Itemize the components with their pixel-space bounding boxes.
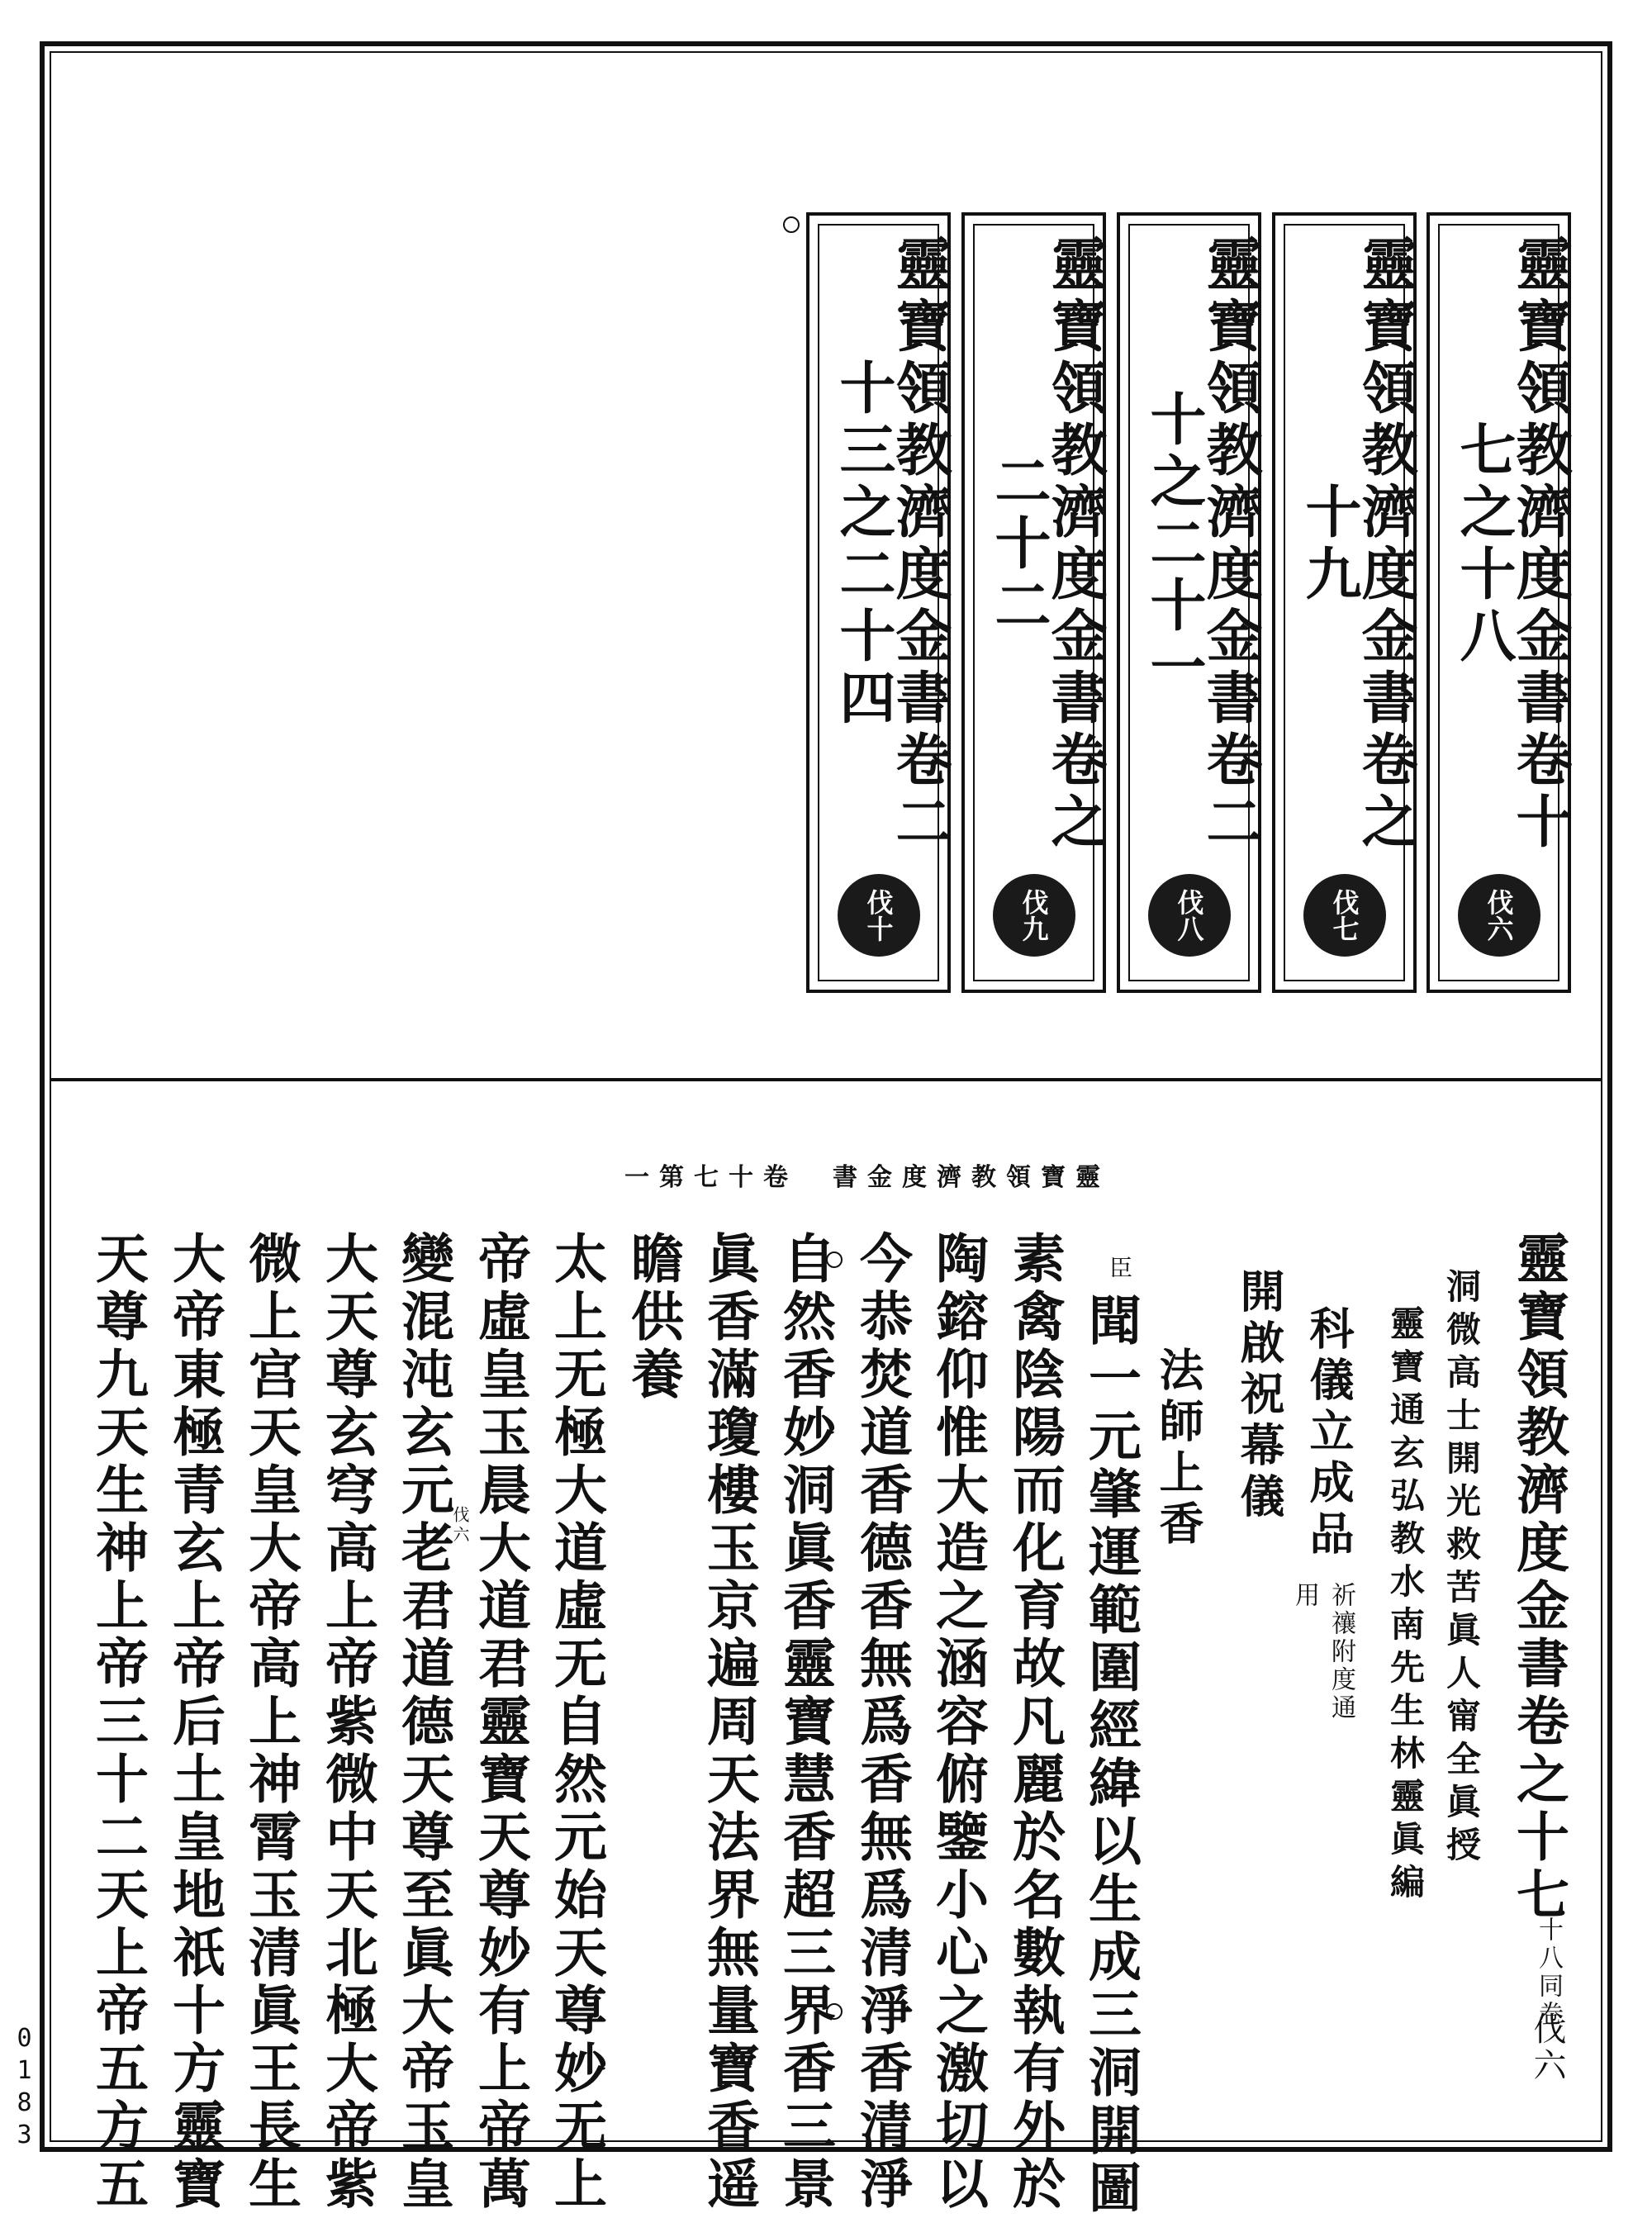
- section-title: 科儀立成品: [1303, 1305, 1355, 1561]
- text-line: 眞香滿瓊樓玉京遍周天法界無量寶香遥: [698, 1231, 760, 2214]
- text-line: 陶鎔仰惟大造之涵容俯鑒小心之激切以: [927, 1231, 989, 2214]
- book-spine: [1117, 212, 1261, 993]
- spine-seal: 伐九: [993, 874, 1075, 957]
- spine-title: 靈寶領教濟度金書卷十七之十八: [1450, 235, 1573, 854]
- spine-title: 靈寶領教濟度金書卷之二十二: [985, 235, 1108, 854]
- spine-seal: 伐十: [838, 874, 920, 957]
- text-line: 大帝東極青玄上帝后土皇地祇十方靈寶: [164, 1231, 225, 2214]
- text-line: 瞻供養: [622, 1231, 684, 1404]
- text-line: 太上无極大道虛无自然元始天尊妙无上: [545, 1231, 607, 2214]
- page-header: 一第七十卷 書金度濟教領寶靈: [624, 1163, 1110, 1192]
- text-line: 今恭焚道香德香無爲香無爲清淨香清淨: [851, 1231, 913, 2214]
- circle-mark-icon: [783, 216, 800, 233]
- small-marker: 臣: [1106, 1256, 1133, 1282]
- title-seal-mark: 伐六: [1528, 2011, 1566, 2084]
- circle-mark-icon: [826, 1251, 843, 1268]
- book-spine: [961, 212, 1106, 993]
- book-spine: [806, 212, 951, 993]
- role-heading: 法師上香: [1152, 1346, 1205, 1551]
- text-line: 帝虛皇玉晨大道君靈寶天尊妙有上帝萬: [469, 1231, 531, 2214]
- title-note: 十八同卷: [1534, 1916, 1563, 2029]
- text-line: 微上宫天皇大帝高上神霄玉清眞王長生: [240, 1231, 301, 2214]
- text-line: 自然香妙洞眞香靈寶慧香超三界香三景: [774, 1231, 836, 2214]
- spine-title: 靈寶領教濟度金書卷二十三之二十四: [830, 235, 952, 854]
- text-line: 天尊九天生神上帝三十二天上帝五方五: [87, 1231, 149, 2214]
- circle-mark-icon: [826, 2003, 843, 2020]
- inline-note: 伐六: [450, 1506, 470, 1546]
- author-line: 洞微高士開光救苦眞人甯全眞授: [1441, 1268, 1482, 1869]
- spine-title: 靈寶領教濟度金書卷二十之二十一: [1141, 235, 1263, 854]
- spine-seal: 伐八: [1148, 874, 1231, 957]
- section-note: 祈禳附度通用: [1290, 1582, 1355, 1722]
- spine-seal: 伐七: [1303, 874, 1386, 957]
- section-divider: [50, 1078, 1602, 1081]
- text-line: 變混沌玄元老君道德天尊至眞大帝玉皇: [392, 1231, 454, 2214]
- book-title: 靈寶領教濟度金書卷之十七: [1507, 1231, 1569, 1925]
- spine-title: 靈寶領教濟度金書卷之十九: [1296, 235, 1418, 854]
- spine-seal: 伐六: [1458, 874, 1540, 957]
- text-line: 聞一元肇運範圍經緯以生成三洞開圖: [1080, 1293, 1142, 2218]
- page-number: 0183: [10, 2024, 39, 2153]
- book-spine: [1427, 212, 1571, 993]
- text-line: 素禽陰陽而化育故凡麗於名數執有外於: [1004, 1231, 1066, 2214]
- book-spine: [1272, 212, 1417, 993]
- ritual-title: 開啟祝幕儀: [1233, 1268, 1286, 1524]
- author-line: 靈寶通玄弘教水南先生林靈眞編: [1385, 1305, 1426, 1907]
- text-line: 大天尊玄穹高上帝紫微中天北極大帝紫: [316, 1231, 378, 2214]
